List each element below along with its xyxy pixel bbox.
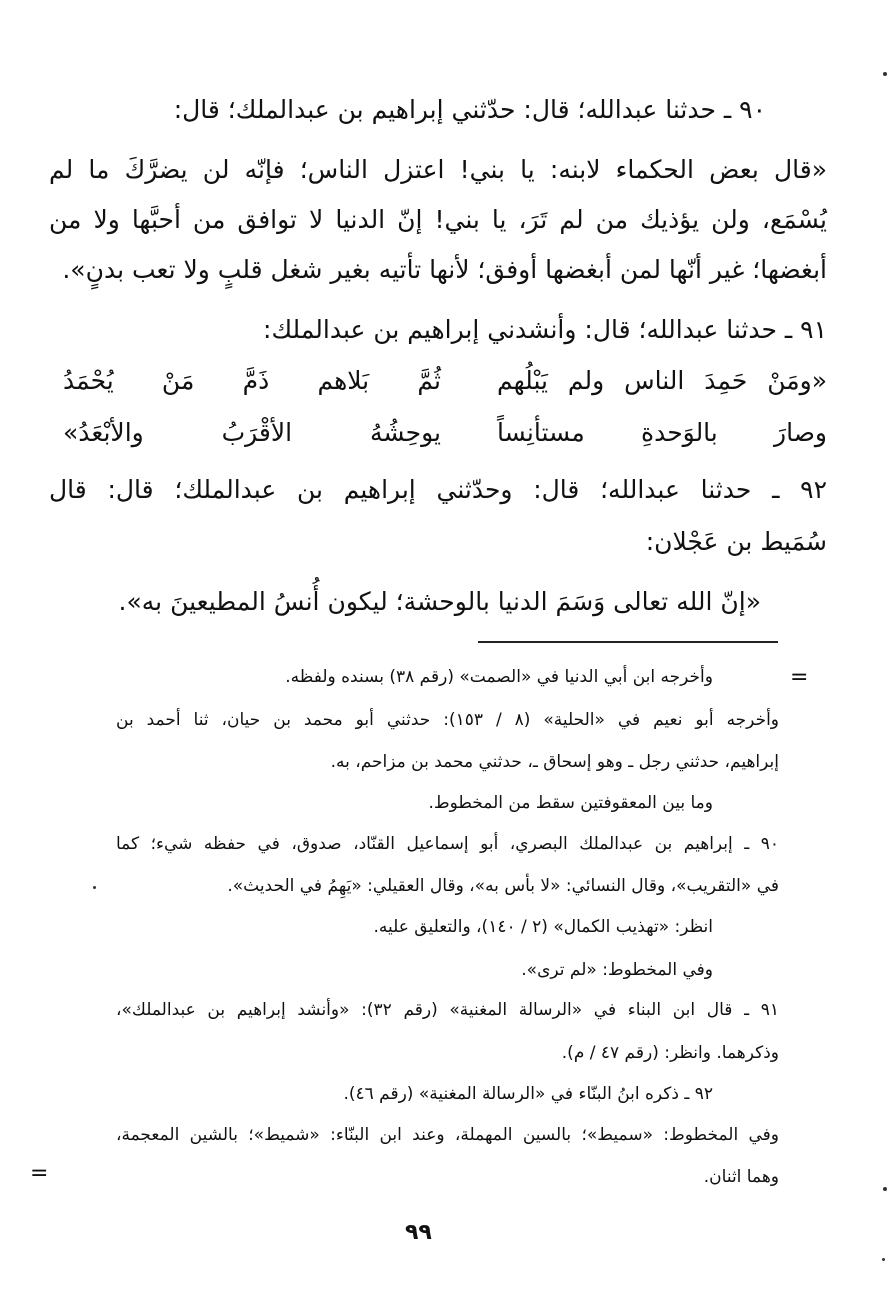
page-number: ٩٩	[405, 1220, 432, 1245]
footnote-line: إبراهيم، حدثني رجل ـ وهو إسحاق ـ، حدثني محمد بن مزاحم، به.	[330, 752, 779, 772]
hadith-92-heading: ٩٢ ـ حدثنا عبدالله؛ قال: وحدّثني إبراهيم بن عبدالملك؛ قال: قال	[49, 475, 827, 504]
footnote-line: وأخرجه أبو نعيم في «الحلية» (٨ / ١٥٣): حدثني أبو محمد بن حيان، ثنا أحمد بن	[116, 710, 780, 730]
verse-1-second-hemistich: ثُمَّ بَلاهم ذَمَّ مَنْ يُحْمَدُ	[63, 366, 441, 395]
scan-speck	[883, 1187, 887, 1191]
footnote-line: وما بين المعقوفتين سقط من المخطوط.	[428, 793, 713, 813]
scan-speck	[883, 72, 887, 76]
verse-2-second-hemistich: يوحِشُهُ الأقْرَبُ والأبْعَدُ»	[63, 418, 441, 447]
footnote-line: وذكرهما. وانظر: (رقم ٤٧ / م).	[561, 1043, 779, 1063]
footnote-line: وفي المخطوط: «لم ترى».	[521, 960, 713, 980]
footnote-line: ٩٠ ـ إبراهيم بن عبدالملك البصري، أبو إسماعيل القنّاد، صدوق، في حفظه شيء؛ كما	[116, 834, 779, 854]
footnote-line: وهما اثنان.	[703, 1167, 779, 1187]
footnote-separator	[478, 641, 778, 643]
hadith-90-heading: ٩٠ ـ حدثنا عبدالله؛ قال: حدّثني إبراهيم بن عبدالملك؛ قال:	[173, 95, 766, 124]
footnote-line: انظر: «تهذيب الكمال» (٢ / ١٤٠)، والتعليق عليه.	[373, 917, 713, 937]
footnote-line: ٩٢ ـ ذكره ابنُ البنّاء في «الرسالة المغنية» (رقم ٤٦).	[343, 1084, 713, 1104]
hadith-92-narrator: سُمَيط بن عَجْلان:	[645, 527, 827, 556]
hadith-92-text: «إنّ الله تعالى وَسَمَ الدنيا بالوحشة؛ ليكون أُنسُ المطيعينَ به».	[118, 587, 761, 616]
scan-speck	[93, 886, 96, 889]
continuation-mark-bottom: =	[30, 1161, 49, 1186]
footnote-line: وأخرجه ابن أبي الدنيا في «الصمت» (رقم ٣٨) بسنده ولفظه.	[285, 667, 713, 687]
verse-1-first-hemistich: «ومَنْ حَمِدَ الناس ولم يَبْلُهم	[497, 366, 827, 395]
scan-speck	[882, 1258, 885, 1261]
continuation-mark-top: =	[790, 665, 809, 690]
footnote-line: في «التقريب»، وقال النسائي: «لا بأس به»، وقال العقيلي: «يَهِمُ في الحديث».	[227, 876, 779, 896]
footnote-line: ٩١ ـ قال ابن البناء في «الرسالة المغنية» (رقم ٣٢): «وأنشد إبراهيم بن عبدالملك»،	[116, 1000, 779, 1020]
hadith-90-text-line-2: يُسْمَع، ولن يؤذيك من لم تَرَ، يا بني! إنّ الدنيا لا توافق من أحبَّها ولا من	[49, 205, 827, 234]
footnote-line: وفي المخطوط: «سميط»؛ بالسين المهملة، وعند ابن البنّاء: «شميط»؛ بالشين المعجمة،	[116, 1125, 779, 1145]
hadith-90-text-line-3: أبغضها؛ غير أنّها لمن أبغضها أوفق؛ لأنها تأتيه بغير شغل قلبٍ ولا تعب بدنٍ».	[62, 255, 827, 284]
verse-2-first-hemistich: وصارَ بالوَحدةِ مستأنِساً	[497, 418, 827, 447]
hadith-91-heading: ٩١ ـ حدثنا عبدالله؛ قال: وأنشدني إبراهيم بن عبدالملك:	[263, 315, 827, 344]
hadith-90-text-line-1: «قال بعض الحكماء لابنه: يا بني! اعتزل الناس؛ فإنّه لن يضرَّكَ ما لم	[49, 155, 827, 184]
